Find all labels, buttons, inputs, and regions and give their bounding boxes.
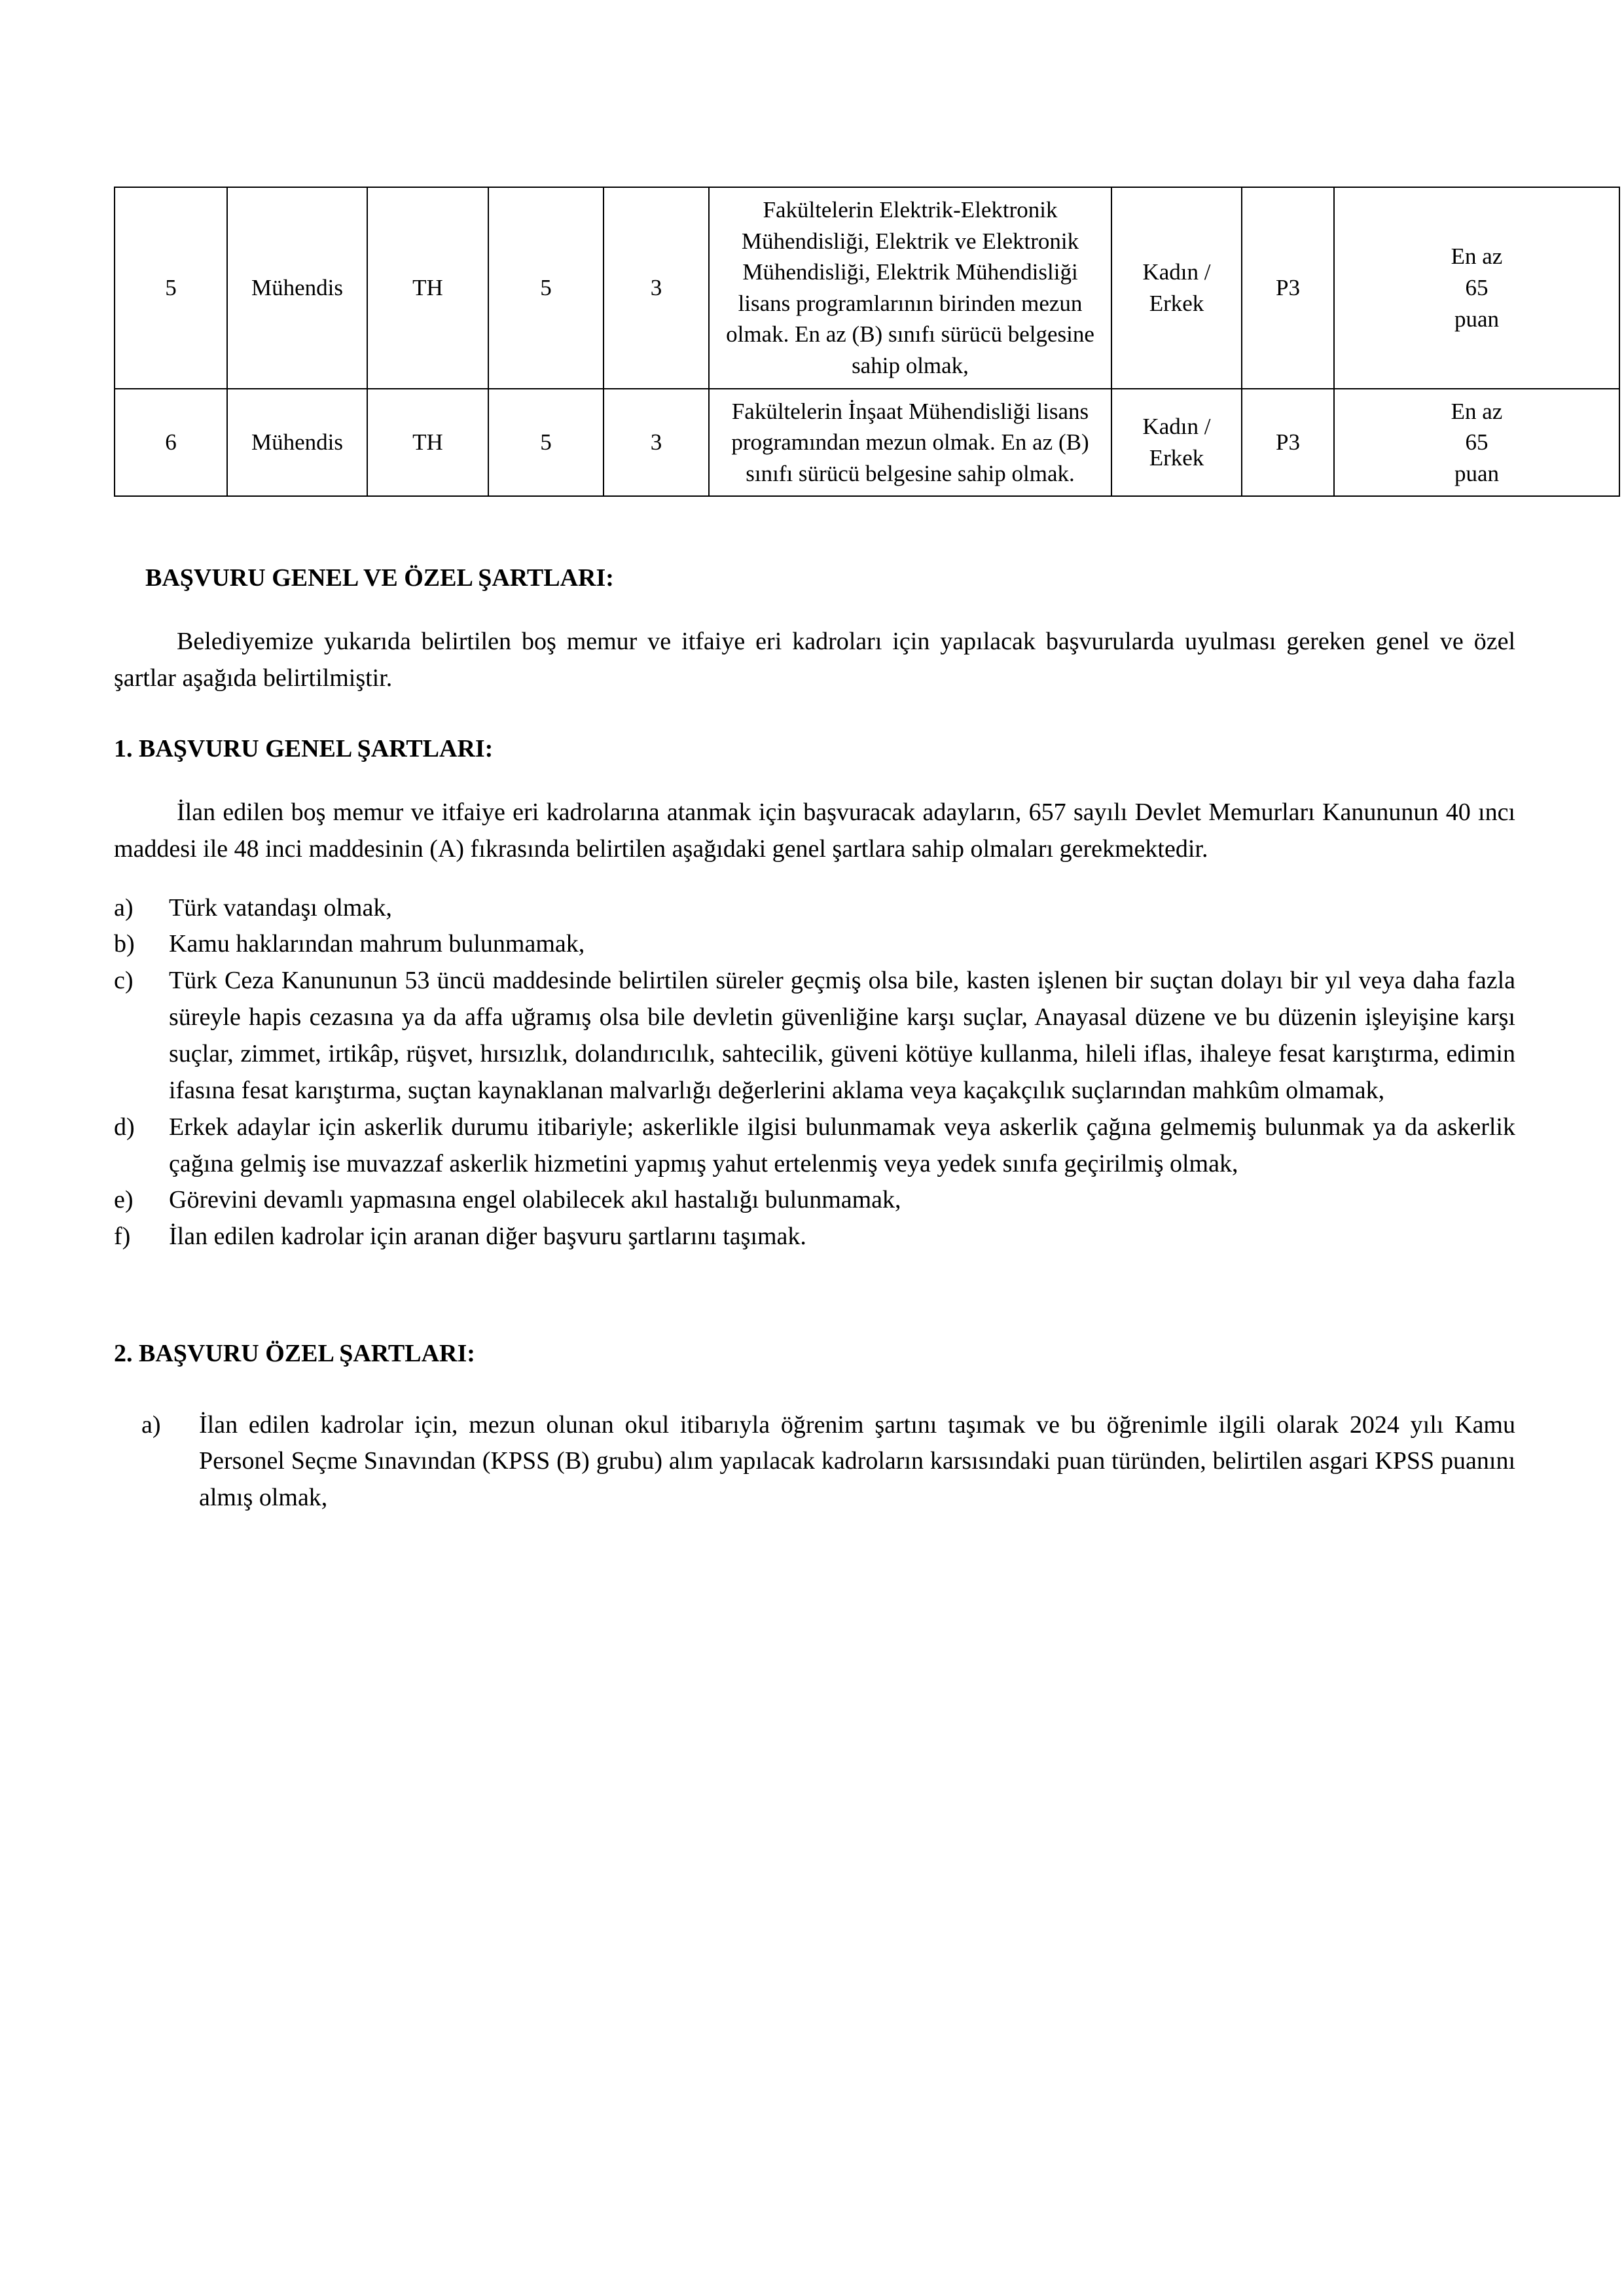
list-item [114,1182,1515,1219]
intro-paragraph: Belediyemize yukarıda belirtilen boş memur ve itfaiye eri kadroları için yapılacak başvurularda uyulması gereken genel ve özel şartlar aşağıda belirtilmiştir. [114,627,1515,692]
spacer [114,1255,1515,1338]
kpss-line-2: 65 [1465,274,1489,300]
kpss-line-1: En az [1451,243,1503,270]
list-item-text: İlan edilen kadrolar için, mezun olunan okul itibarıyla öğrenim şartını taşımak ve bu öğrenimle ilgili olarak 2024 yılı Kamu Personel Seçme Sınavından (KPSS (B) grubu) alım yapılacak kadroların karsısındaki puan türünden, belirtilen asgari KPSS puanını almış olmak, [199,1410,1515,1512]
spacer [114,868,1515,890]
list-marker: f) [114,1223,131,1251]
cinsiyet-lines [1120,257,1233,319]
general-conditions-list [114,890,1515,1256]
section-special-heading: 2. BAŞVURU ÖZEL ŞARTLARI: [114,1340,475,1368]
list-marker: c) [114,967,134,995]
spacer [114,696,1515,733]
table-row [115,389,1619,497]
cell-unvan: Mühendis [227,187,367,389]
cell-cinsiyet [1111,187,1242,389]
list-item [114,963,1515,1109]
kpss-line-1: En az [1451,398,1503,424]
cinsiyet-line-2: Erkek [1149,444,1204,471]
cell-puan-turu: P3 [1242,389,1334,497]
cell-adet: 3 [604,187,709,389]
list-item [114,890,1515,927]
cell-unvan: Mühendis [227,389,367,497]
cell-derece: 5 [488,187,604,389]
kpss-lines [1343,396,1611,490]
cinsiyet-line-1: Kadın / [1142,414,1211,440]
list-item [114,926,1515,963]
table-row [115,187,1619,389]
list-marker: b) [114,930,135,958]
cell-sinif: TH [367,187,488,389]
list-item-text: Kamu haklarından mahrum bulunmamak, [169,930,585,958]
spacer [114,595,1515,624]
kpss-line-3: puan [1454,306,1500,332]
kpss-lines [1343,241,1611,334]
list-marker: e) [114,1186,134,1214]
main-heading: BAŞVURU GENEL VE ÖZEL ŞARTLARI: [145,564,614,592]
spacer [114,766,1515,795]
list-item-text: İlan edilen kadrolar için aranan diğer başvuru şartlarını taşımak. [169,1223,806,1251]
kadro-table [114,187,1620,497]
table-body [115,187,1619,496]
list-item-text: Türk vatandaşı olmak, [169,893,392,922]
section-general-heading: 1. BAŞVURU GENEL ŞARTLARI: [114,735,494,763]
list-marker: d) [114,1113,135,1141]
cell-sira-no: 6 [115,389,227,497]
cell-sinif: TH [367,389,488,497]
cell-puan-turu: P3 [1242,187,1334,389]
cell-nitelik: Fakültelerin İnşaat Mühendisliği lisans programından mezun olmak. En az (B) sınıfı sürücü belgesine sahip olmak. [709,389,1111,497]
list-item [114,1109,1515,1183]
cell-derece: 5 [488,389,604,497]
cell-kpss-puani [1334,187,1619,389]
list-marker: a) [114,893,134,922]
cell-nitelik: Fakültelerin Elektrik-Elektronik Mühendisliği, Elektrik ve Elektronik Mühendisliği, Elektrik Mühendisliği lisans programlarının birinden mezun olmak. En az (B) sınıfı sürücü belgesine sahip olmak, [709,187,1111,389]
kpss-line-3: puan [1454,460,1500,486]
spacer [114,1371,1515,1407]
kpss-line-2: 65 [1465,429,1489,456]
cell-kpss-puani [1334,389,1619,497]
cinsiyet-line-2: Erkek [1149,290,1204,316]
list-marker: a) [141,1410,161,1439]
list-item [114,1219,1515,1255]
section-general-paragraph: İlan edilen boş memur ve itfaiye eri kadrolarına atanmak için başvuracak adayların, 657 sayılı Devlet Memurları Kanununun 40 ıncı maddesi ile 48 inci maddesinin (A) fıkrasında belirtilen aşağıdaki genel şartlara sahip olmaları gerekmektedir. [114,798,1515,863]
cinsiyet-line-1: Kadın / [1142,259,1211,285]
cell-sira-no: 5 [115,187,227,389]
list-item-text: Türk Ceza Kanununun 53 üncü maddesinde belirtilen süreler geçmiş olsa bile, kasten işlenen bir suçtan dolayı bir yıl veya daha fazla süreyle hapis cezasına ya da affa uğramış olsa bile devletin güvenliğine karşı suçlar, Anayasal düzene ve bu düzenin işleyişine karşı suçlar, zimmet, irtikâp, rüşvet, hırsızlık, dolandırıcılık, sahtecilik, güveni kötüye kullanma, hileli iflas, ihaleye fesat karıştırma, edimin ifasına fesat karıştırma, suçtan kaynaklanan malvarlığı değerlerini aklama veya kaçakçılık suçlarından mahkûm olmamak, [169,967,1515,1104]
cell-cinsiyet [1111,389,1242,497]
cinsiyet-lines [1120,411,1233,473]
special-conditions-list [141,1407,1515,1517]
list-item [141,1407,1515,1517]
cell-adet: 3 [604,389,709,497]
list-item-text: Görevini devamlı yapmasına engel olabilecek akıl hastalığı bulunmamak, [169,1186,901,1214]
spacer [114,497,1515,562]
list-item-text: Erkek adaylar için askerlik durumu itibariyle; askerlikle ilgisi bulunmamak veya askerlik çağına gelmemiş bulunmak ya da askerlik çağına gelmiş ise muvazzaf askerlik hizmetini yapmış yahut ertelenmiş veya yedek sınıfa geçirilmiş olmak, [169,1113,1515,1177]
